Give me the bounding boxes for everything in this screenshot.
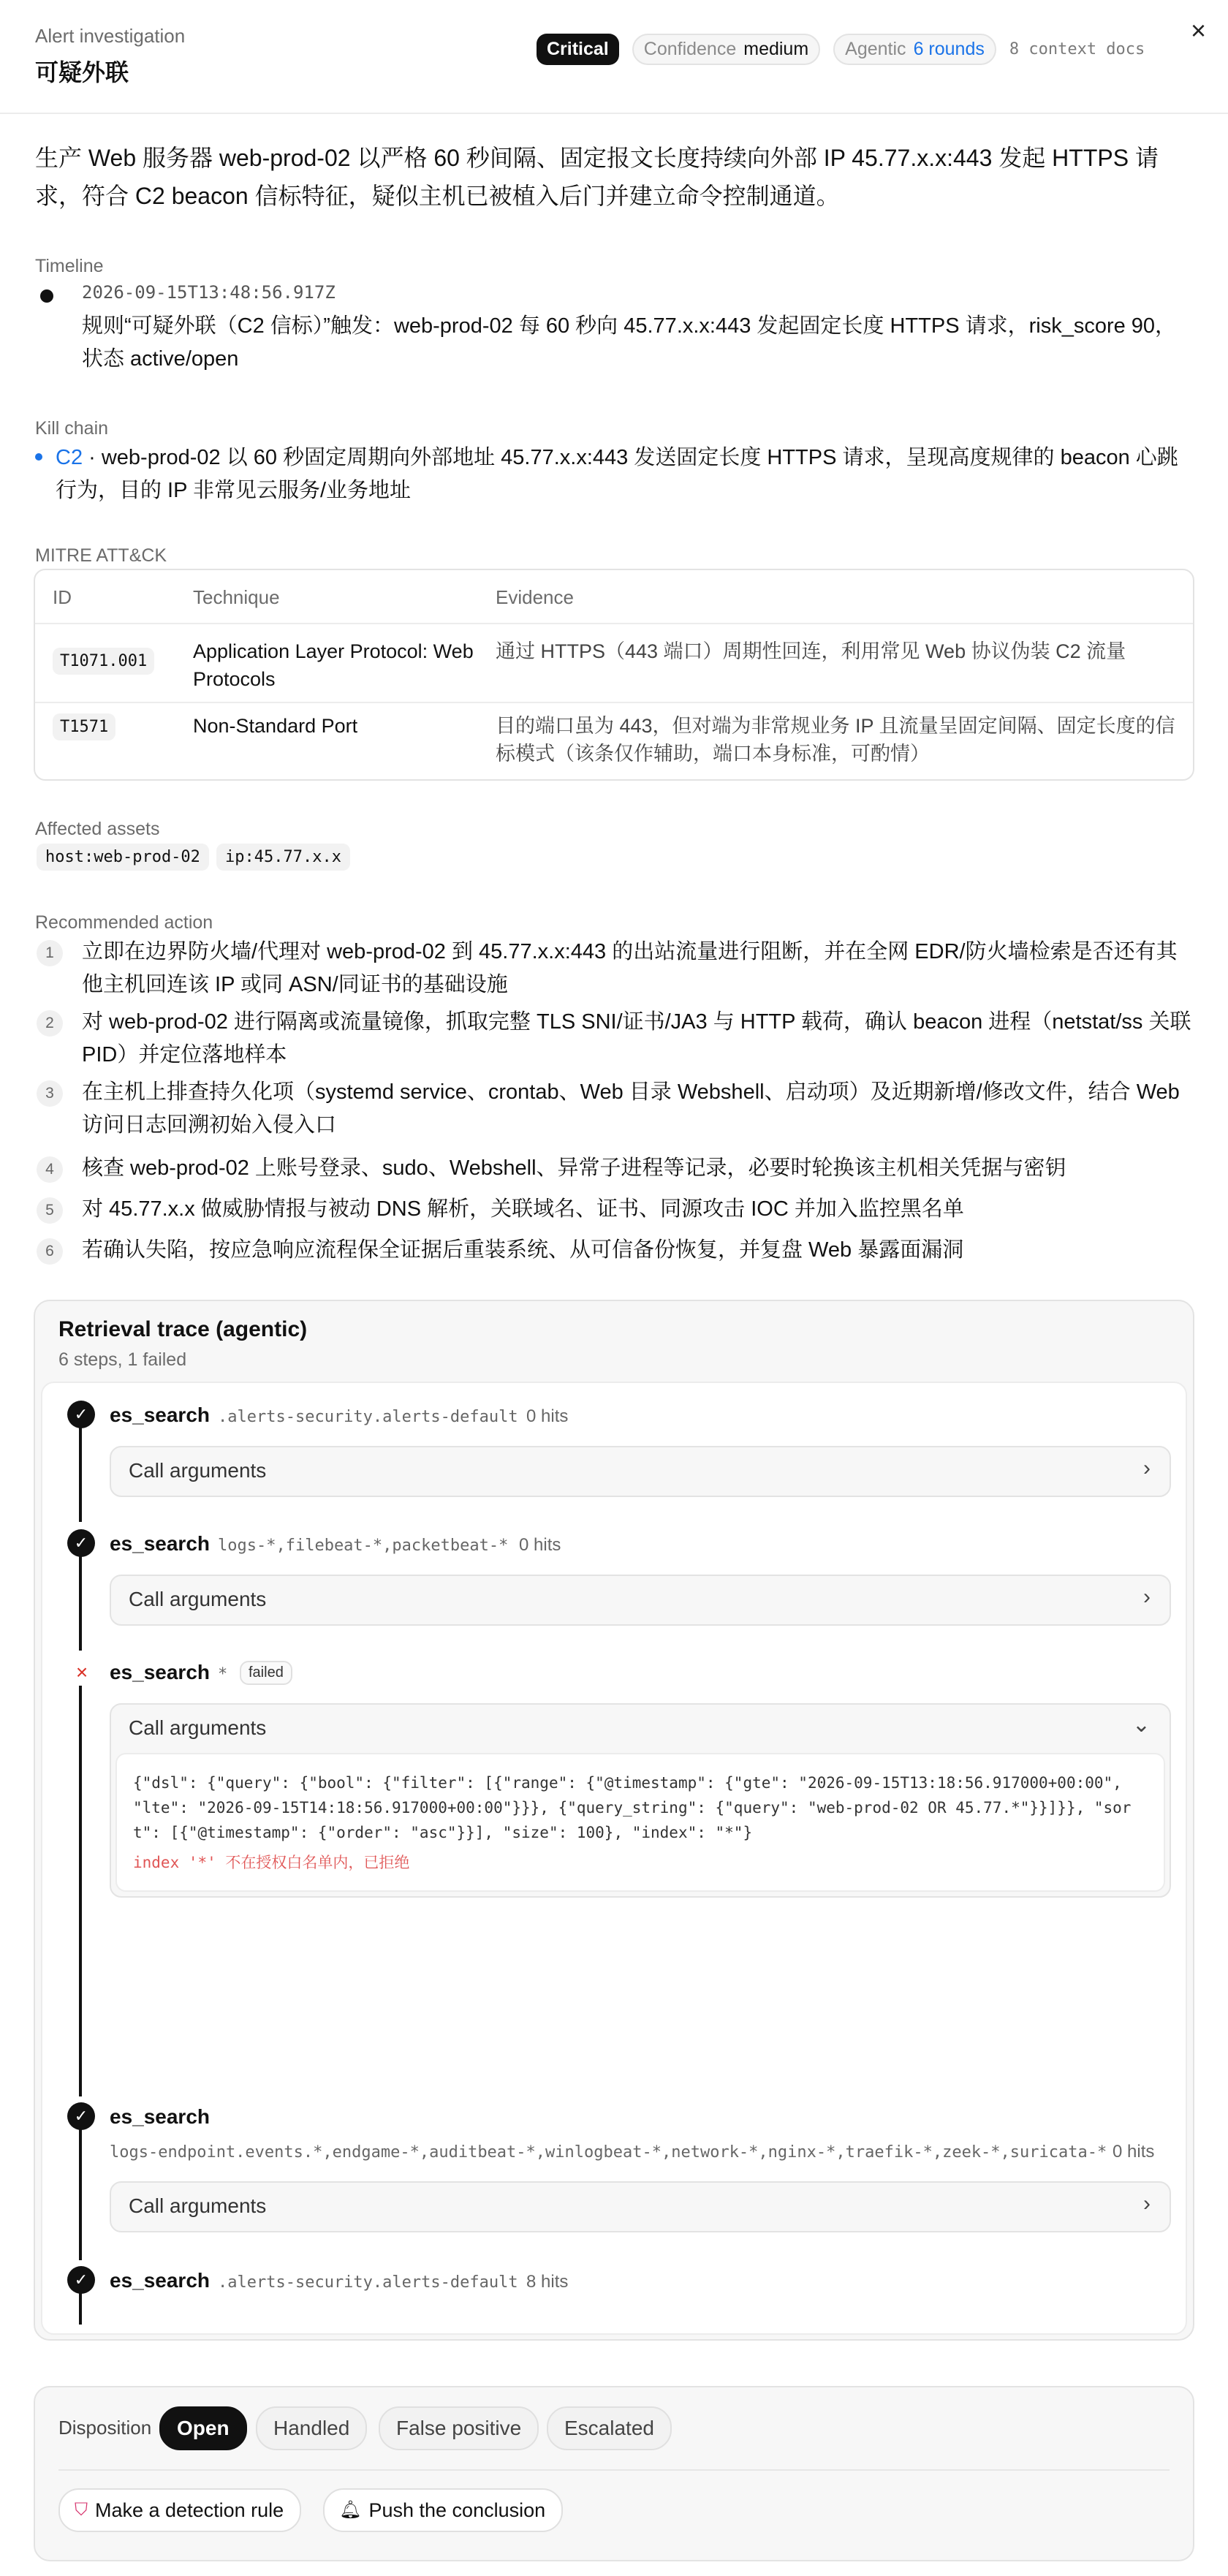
make-detection-rule-label: Make a detection rule <box>95 2499 284 2521</box>
action-number: 3 <box>37 1080 63 1107</box>
technique-evidence: 通过 HTTPS（443 端口）周期性回连，利用常见 Web 协议伪装 C2 流量 <box>496 640 1126 662</box>
mitre-col-evidence: Evidence <box>496 586 574 608</box>
table-row <box>35 702 1193 779</box>
call-arguments-toggle[interactable] <box>110 1446 1171 1497</box>
technique-id: T1071.001 <box>53 648 154 675</box>
table-row <box>35 623 1193 703</box>
step-index-pattern: logs-*,filebeat-*,packetbeat-* <box>218 1537 509 1555</box>
bell-icon: 🔔︎ <box>339 2500 362 2520</box>
action-text: 若确认失陷，按应急响应流程保全证据后重装系统、从可信备份恢复，并复盘 Web 暴露面漏洞 <box>82 1238 964 1262</box>
failed-badge: failed <box>240 1661 292 1685</box>
action-number: 1 <box>37 940 63 966</box>
call-arguments-toggle[interactable] <box>110 2181 1171 2232</box>
step-tool-name: es_search <box>110 1661 211 1683</box>
shield-check-icon: ⛉ <box>75 2500 88 2520</box>
mitre-label: MITRE ATT&CK <box>35 545 167 566</box>
confidence-value: medium <box>743 39 809 59</box>
context-docs-count: 8 context docs <box>1009 40 1145 58</box>
call-arguments-label: Call arguments <box>129 1716 267 1739</box>
step-connector <box>79 2129 82 2260</box>
kill-chain-item <box>56 442 1196 507</box>
alert-summary: 生产 Web 服务器 web-prod-02 以严格 60 秒间隔、固定报文长度持续向外部 IP 45.77.x.x:443 发起 HTTPS 请求，符合 C2 beacon 信标特征，疑似主机已被植入后门并建立命令控制通道。 <box>35 145 1159 209</box>
technique-name: Non-Standard Port <box>193 715 358 737</box>
confidence-pill <box>632 34 820 65</box>
step-success-icon: ✓ <box>67 1529 95 1557</box>
step-connector <box>79 2292 82 2325</box>
step-connector <box>79 1556 82 1651</box>
action-number: 2 <box>37 1010 63 1037</box>
kill-chain-description: · web-prod-02 以 60 秒固定周期向外部地址 45.77.x.x:443 发送固定长度 HTTPS 请求，呈现高度规律的 beacon 心跳行为，目的 IP 非常见云服务/业务地址 <box>56 446 1178 502</box>
asset-tag: host:web-prod-02 <box>37 844 209 871</box>
timeline-event-time: 2026-09-15T13:48:56.917Z <box>82 282 336 303</box>
agentic-pill <box>833 34 996 65</box>
step-connector <box>79 1686 82 2096</box>
push-conclusion-label: Push the conclusion <box>368 2499 546 2521</box>
chevron-down-icon: ⌄ <box>1132 1713 1151 1737</box>
chevron-right-icon: › <box>1143 1585 1151 1609</box>
recommended-action-label: Recommended action <box>35 912 213 933</box>
step-failed-icon: × <box>75 1661 88 1683</box>
confidence-label: Confidence <box>643 39 737 59</box>
disposition-label: Disposition <box>58 2417 152 2439</box>
action-text: 对 web-prod-02 进行隔离或流量镜像，抓取完整 TLS SNI/证书/JA3 与 HTTP 载荷，确认 beacon 进程（netstat/ss 关联 PID）并定位落地样本 <box>82 1010 1191 1067</box>
kill-chain-bullet-icon <box>35 453 42 461</box>
panel-header <box>0 0 1228 114</box>
action-text: 立即在边界防火墙/代理对 web-prod-02 到 45.77.x.x:443 的出站流量进行阻断，并在全网 EDR/防火墙检索是否还有其他主机回连该 IP 或同 ASN/同证书的基础设施 <box>82 940 1178 996</box>
step-hits: 8 hits <box>526 2272 569 2292</box>
make-detection-rule-button[interactable] <box>58 2488 301 2532</box>
mitre-col-technique: Technique <box>193 586 280 608</box>
step-success-icon: ✓ <box>67 1401 95 1428</box>
retrieval-trace-summary: 6 steps, 1 failed <box>58 1349 187 1370</box>
call-arguments-label: Call arguments <box>129 2194 267 2217</box>
push-conclusion-button[interactable] <box>323 2488 563 2532</box>
action-number: 6 <box>37 1238 63 1265</box>
disposition-false-positive-button[interactable]: False positive <box>379 2406 539 2450</box>
step-hits: 0 hits <box>519 1535 561 1555</box>
disposition-handled-button[interactable]: Handled <box>256 2406 367 2450</box>
header-badges <box>537 34 1145 65</box>
technique-name: Application Layer Protocol: Web Protocols <box>193 640 474 690</box>
affected-assets-label: Affected assets <box>35 819 160 839</box>
mitre-table <box>34 569 1194 781</box>
chevron-right-icon: › <box>1143 1456 1151 1480</box>
retrieval-trace-title: Retrieval trace (agentic) <box>58 1317 308 1341</box>
action-number: 5 <box>37 1197 63 1224</box>
technique-evidence: 目的端口虽为 443，但对端为非常规业务 IP 且流量呈固定间隔、固定长度的信标模式（该条仅作辅助，端口本身标准，可酌情） <box>496 715 1175 765</box>
step-index-pattern: * <box>218 1665 228 1683</box>
step-success-icon: ✓ <box>67 2102 95 2130</box>
call-arguments-label: Call arguments <box>129 1459 267 1482</box>
step-connector <box>79 1427 82 1522</box>
step-error-message: index '*' 不在授权白名单内，已拒绝 <box>133 1854 410 1871</box>
step-success-icon: ✓ <box>67 2266 95 2294</box>
action-number: 4 <box>37 1156 63 1183</box>
chevron-right-icon: › <box>1143 2192 1151 2216</box>
kill-chain-label: Kill chain <box>35 418 109 439</box>
retrieval-trace-panel <box>34 1300 1194 2341</box>
timeline-label: Timeline <box>35 256 104 276</box>
call-arguments-toggle[interactable] <box>110 1575 1171 1626</box>
action-text: 在主机上排查持久化项（systemd service、crontab、Web 目录 Webshell、启动项）及近期新增/修改文件，结合 Web 访问日志回溯初始入侵入口 <box>82 1080 1180 1137</box>
close-icon[interactable]: × <box>1190 15 1206 45</box>
disposition-panel <box>34 2386 1194 2561</box>
asset-tag: ip:45.77.x.x <box>216 844 350 871</box>
step-tool-name: es_search <box>110 2269 211 2292</box>
divider <box>58 2469 1170 2471</box>
step-tool-name: es_search <box>110 1532 211 1555</box>
mitre-col-id: ID <box>53 586 72 608</box>
step-hits: 0 hits <box>526 1406 569 1426</box>
disposition-escalated-button[interactable]: Escalated <box>547 2406 672 2450</box>
kill-chain-phase: C2 <box>56 446 83 469</box>
call-arguments-expanded <box>110 1703 1171 1898</box>
step-tool-name: es_search <box>110 1403 211 1426</box>
step-tool-name: es_search <box>110 2105 211 2128</box>
step-index-pattern: .alerts-security.alerts-default <box>218 1408 518 1426</box>
action-text: 对 45.77.x.x 做威胁情报与被动 DNS 解析，关联域名、证书、同源攻击 IOC 并加入监控黑名单 <box>82 1197 964 1221</box>
panel-kicker: Alert investigation <box>35 25 186 47</box>
call-arguments-body <box>115 1753 1165 1892</box>
timeline-event-text: 规则“可疑外联（C2 信标）”触发：web-prod-02 每 60 秒向 45.77.x.x:443 发起固定长度 HTTPS 请求，risk_score 90，状态 active/open <box>82 314 1177 371</box>
agentic-value: 6 rounds <box>913 39 985 59</box>
severity-badge: Critical <box>537 34 619 65</box>
step-index-pattern: logs-endpoint.events.*,endgame-*,auditbeat-*,winlogbeat-*,network-*,nginx-*,traefik-*,zeek-*,suricata-* <box>110 2143 1107 2162</box>
call-arguments-json: {"dsl": {"query": {"bool": {"filter": [{"range": {"@timestamp": {"gte": "2026-09-15T13:18:56.917000+00:00", "lte": "2026-09-15T14:18:56.917000+00:00"}}}, {"query_string": {"query": "web-prod-02 OR 45.77.*"}}]}}, "sort": [{"@timestamp": {"order": "asc"}}], "size": 100}, "index": "*"} <box>133 1774 1132 1841</box>
call-arguments-label: Call arguments <box>129 1588 267 1610</box>
action-text: 核查 web-prod-02 上账号登录、sudo、Webshell、异常子进程等记录，必要时轮换该主机相关凭据与密钥 <box>82 1156 1066 1180</box>
disposition-open-button[interactable]: Open <box>159 2406 247 2450</box>
timeline-dot-icon <box>40 289 53 303</box>
alert-title: 可疑外联 <box>35 59 129 86</box>
step-index-pattern: .alerts-security.alerts-default <box>218 2273 518 2292</box>
agentic-label: Agentic <box>845 39 906 59</box>
trace-steps-list <box>41 1382 1187 2335</box>
technique-id: T1571 <box>53 713 115 740</box>
call-arguments-toggle[interactable] <box>111 1705 1170 1753</box>
step-hits: 0 hits <box>1113 2142 1155 2162</box>
